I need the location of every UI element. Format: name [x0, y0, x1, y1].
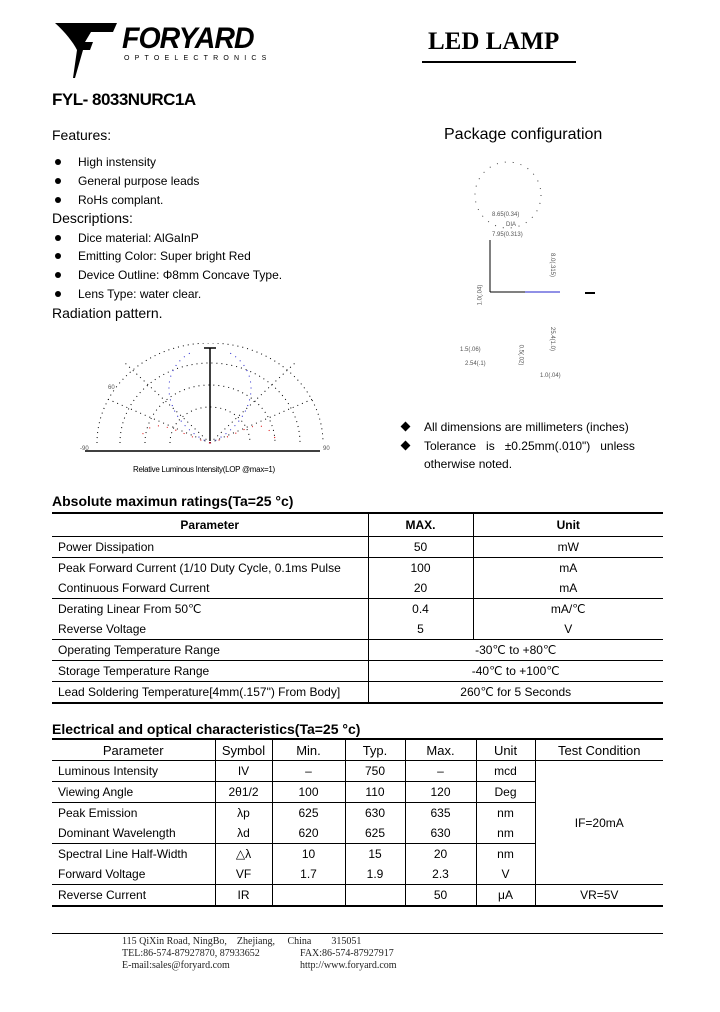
min: 1.7 [272, 864, 345, 885]
symbol: △λ [215, 844, 272, 865]
param: Forward Voltage [58, 867, 146, 881]
max: 635 [405, 803, 476, 824]
typ: 1.9 [345, 864, 405, 885]
electrical-optical-table [52, 738, 663, 907]
param: Continuous Forward Current [58, 581, 210, 595]
symbol: 2θ1/2 [215, 782, 272, 803]
description-item: Lens Type: water clear. [78, 287, 202, 301]
package-drawing [440, 160, 620, 390]
radiation-caption: Relative Luminous Intensity(LOP @max=1) [133, 465, 275, 474]
dim-label: 2.54(.1) [465, 361, 486, 367]
unit: mA [473, 578, 663, 599]
diamond-bullet-icon [401, 422, 411, 432]
header-typ: Typ. [345, 739, 405, 761]
min: 625 [272, 803, 345, 824]
table-row [52, 619, 663, 640]
symbol: λp [215, 803, 272, 824]
dim-label: DIA [506, 222, 517, 228]
table-row [52, 599, 663, 620]
footer-address: 115 QiXin Road, NingBo, Zhejiang, China 315051 [122, 936, 362, 947]
angle-label-90: 90 [323, 446, 330, 452]
title-underline [422, 61, 576, 63]
range: -30℃ to +80℃ [368, 640, 663, 661]
footer-fax: FAX:86-574-87927917 [300, 948, 394, 959]
table-row [52, 537, 663, 558]
param: Storage Temperature Range [52, 661, 368, 682]
absolute-max-ratings-table [52, 512, 663, 704]
test-condition: IF=20mA [535, 761, 663, 885]
typ [345, 885, 405, 907]
table-row [52, 761, 663, 782]
max: 20 [405, 844, 476, 865]
param: Viewing Angle [52, 782, 215, 803]
typ: 630 [345, 803, 405, 824]
table-row [52, 558, 663, 579]
min: – [272, 761, 345, 782]
note-tolerance-cont: otherwise noted. [424, 457, 513, 471]
max: 5 [368, 619, 473, 640]
unit: mA/℃ [473, 599, 663, 620]
max: 2.3 [405, 864, 476, 885]
bullet-icon [55, 253, 61, 259]
bullet-icon [55, 291, 61, 297]
feature-item: High instensity [78, 155, 157, 169]
footer-divider [52, 933, 663, 934]
footer-website[interactable]: http://www.foryard.com [300, 960, 397, 971]
param: Derating Linear From 50℃ [52, 599, 368, 620]
unit: Deg [476, 782, 535, 803]
param: Luminous Intensity [58, 764, 159, 778]
electrical-title: Electrical and optical characteristics(Ta=25 °c) [52, 721, 361, 737]
bullet-icon [55, 197, 61, 203]
header-min: Min. [272, 739, 345, 761]
radiation-title: Radiation pattern. [52, 305, 163, 321]
abs-max-title: Absolute maximun ratings(Ta=25 °c) [52, 493, 294, 509]
dim-label: 25.4(1.0) [549, 326, 556, 352]
min: 100 [272, 782, 345, 803]
dim-label: 0.5(.02) [517, 344, 524, 366]
typ: 625 [345, 823, 405, 844]
symbol: λd [215, 823, 272, 844]
dim-label: 1.0(.04) [540, 373, 561, 379]
param: Reverse Voltage [58, 622, 147, 636]
range: 260℃ for 5 Seconds [368, 682, 663, 704]
max: 120 [405, 782, 476, 803]
dim-label: 8.65(0.34) [492, 212, 520, 218]
document-title: LED LAMP [428, 28, 560, 55]
header-max: Max. [405, 739, 476, 761]
max: 100 [368, 558, 473, 579]
unit: mA [473, 558, 663, 579]
footer-email[interactable]: E-mail:sales@foryard.com [122, 960, 230, 971]
typ: 110 [345, 782, 405, 803]
max: 0.4 [368, 599, 473, 620]
brand-name: FORYARD [122, 22, 254, 55]
min [272, 885, 345, 907]
table-row [52, 640, 663, 661]
max: 20 [368, 578, 473, 599]
param: Dominant Wavelength [58, 826, 176, 840]
param: Reverse Current [52, 885, 215, 907]
dim-label: 1.5(.06) [460, 347, 481, 353]
max: 50 [405, 885, 476, 907]
param: Peak Forward Current (1/10 Duty Cycle, 0.1ms Pulse [52, 558, 368, 579]
description-item: Dice material: AlGaInP [78, 231, 199, 245]
angle-label-60: 60 [108, 385, 115, 391]
bullet-icon [55, 235, 61, 241]
header-unit: Unit [473, 513, 663, 537]
unit: V [476, 864, 535, 885]
dim-label: 7.95(0.313) [492, 232, 523, 238]
table-header-row [52, 739, 663, 761]
table-row [52, 578, 663, 599]
unit: nm [476, 803, 535, 824]
feature-item: General purpose leads [78, 174, 200, 188]
symbol: IR [215, 885, 272, 907]
descriptions-title: Descriptions: [52, 210, 133, 226]
range: -40℃ to +100℃ [368, 661, 663, 682]
brand-subtitle: OPTOELECTRONICS [124, 55, 272, 62]
description-item: Emitting Color: Super bright Red [78, 249, 251, 263]
unit: V [473, 619, 663, 640]
part-number: FYL- 8033NURC1A [52, 90, 196, 109]
package-title: Package configuration [444, 126, 603, 143]
min: 10 [272, 844, 345, 865]
min: 620 [272, 823, 345, 844]
bullet-icon [55, 159, 61, 165]
header-unit: Unit [476, 739, 535, 761]
bullet-icon [55, 272, 61, 278]
angle-label-minus90: -90 [80, 446, 89, 452]
unit: nm [476, 844, 535, 865]
unit: μA [476, 885, 535, 907]
header-max: MAX. [368, 513, 473, 537]
typ: 750 [345, 761, 405, 782]
table-header-row [52, 513, 663, 537]
feature-item: RoHs complant. [78, 193, 164, 207]
footer-tel: TEL:86-574-87927870, 87933652 [122, 948, 260, 959]
param: Lead Soldering Temperature[4mm(.157") From Body] [52, 682, 368, 704]
table-row [52, 682, 663, 704]
typ: 15 [345, 844, 405, 865]
param: Peak Emission [52, 803, 215, 824]
test-condition: VR=5V [535, 885, 663, 907]
symbol: VF [215, 864, 272, 885]
note-dimensions: All dimensions are millimeters (inches) [424, 420, 629, 434]
param: Spectral Line Half-Width [52, 844, 215, 865]
max: 50 [368, 537, 473, 558]
dim-label: 8.0(.315) [549, 252, 556, 278]
header-parameter: Parameter [52, 513, 368, 537]
diamond-bullet-icon [401, 441, 411, 451]
param: Power Dissipation [58, 540, 155, 554]
symbol: IV [215, 761, 272, 782]
header-test-condition: Test Condition [535, 739, 663, 761]
max: – [405, 761, 476, 782]
radiation-pattern-diagram [85, 343, 335, 463]
table-row [52, 885, 663, 907]
unit: mcd [476, 761, 535, 782]
header-symbol: Symbol [215, 739, 272, 761]
table-row [52, 661, 663, 682]
features-title: Features: [52, 127, 112, 143]
unit: nm [476, 823, 535, 844]
note-tolerance: Tolerance is ±0.25mm(.010") unless [424, 439, 635, 453]
unit: mW [473, 537, 663, 558]
max: 630 [405, 823, 476, 844]
dim-label: 1.0(.04) [477, 284, 484, 306]
bullet-icon [55, 178, 61, 184]
foryard-logo-icon [55, 20, 119, 80]
header-parameter: Parameter [52, 739, 215, 761]
description-item: Device Outline: Φ8mm Concave Type. [78, 268, 283, 282]
param: Operating Temperature Range [52, 640, 368, 661]
